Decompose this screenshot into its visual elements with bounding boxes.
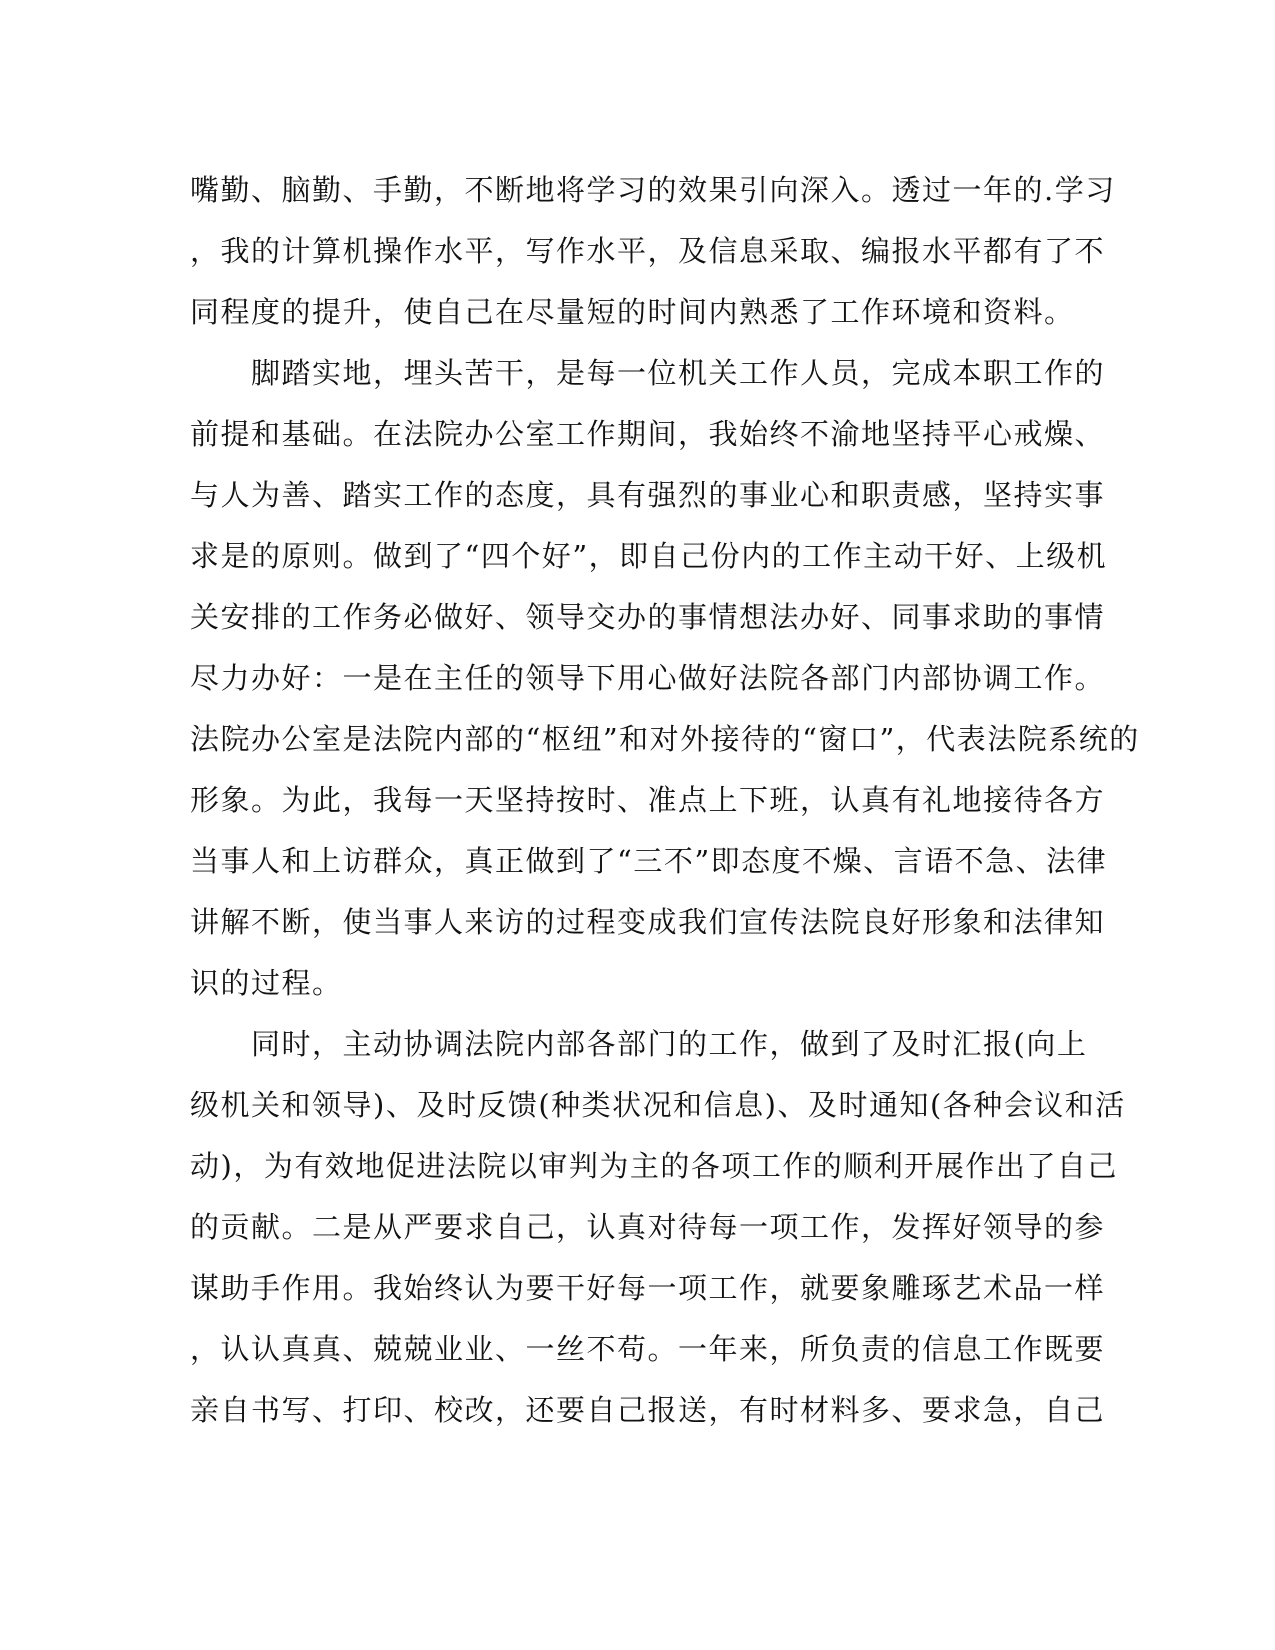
text-line: 亲自书写、打印、校改，还要自己报送，有时材料多、要求急，自己 <box>190 1393 1106 1427</box>
text-line: 谋助手作用。我始终认为要干好每一项工作，就要象雕琢艺术品一样 <box>190 1271 1106 1305</box>
text-line: ，我的计算机操作水平，写作水平，及信息采取、编报水平都有了不 <box>190 234 1106 268</box>
text-line: ，认认真真、兢兢业业、一丝不苟。一年来，所负责的信息工作既要 <box>190 1332 1106 1366</box>
text-line: 与人为善、踏实工作的态度，具有强烈的事业心和职责感，坚持实事 <box>190 478 1106 512</box>
text-line: 尽力办好：一是在主任的领导下用心做好法院各部门内部协调工作。 <box>190 661 1106 695</box>
text-line: 形象。为此，我每一天坚持按时、准点上下班，认真有礼地接待各方 <box>190 783 1106 817</box>
text-line: 的贡献。二是从严要求自己，认真对待每一项工作，发挥好领导的参 <box>190 1210 1106 1244</box>
text-line: 动)，为有效地促进法院以审判为主的各项工作的顺利开展作出了自己 <box>190 1149 1118 1183</box>
text-line: 嘴勤、脑勤、手勤，不断地将学习的效果引向深入。透过一年的.学习 <box>190 173 1116 207</box>
text-line: 级机关和领导)、及时反馈(种类状况和信息)、及时通知(各种会议和活 <box>190 1088 1126 1122</box>
text-line: 讲解不断，使当事人来访的过程变成我们宣传法院良好形象和法律知 <box>190 905 1106 939</box>
text-line: 同程度的提升，使自己在尽量短的时间内熟悉了工作环境和资料。 <box>190 295 1075 329</box>
text-line: 关安排的工作务必做好、领导交办的事情想法办好、同事求助的事情 <box>190 600 1106 634</box>
text-line: 同时，主动协调法院内部各部门的工作，做到了及时汇报(向上 <box>190 1027 1088 1061</box>
text-line: 前提和基础。在法院办公室工作期间，我始终不渝地坚持平心戒燥、 <box>190 417 1106 451</box>
body-text <box>190 160 1140 1441</box>
text-line: 求是的原则。做到了“四个好”，即自己份内的工作主动干好、上级机 <box>190 539 1108 573</box>
text-line: 法院办公室是法院内部的“枢纽”和对外接待的“窗口”，代表法院系统的 <box>190 722 1140 756</box>
text-line: 当事人和上访群众，真正做到了“三不”即态度不燥、言语不急、法律 <box>190 844 1108 878</box>
text-line: 脚踏实地，埋头苦干，是每一位机关工作人员，完成本职工作的 <box>190 356 1106 390</box>
text-line: 识的过程。 <box>190 966 343 1000</box>
